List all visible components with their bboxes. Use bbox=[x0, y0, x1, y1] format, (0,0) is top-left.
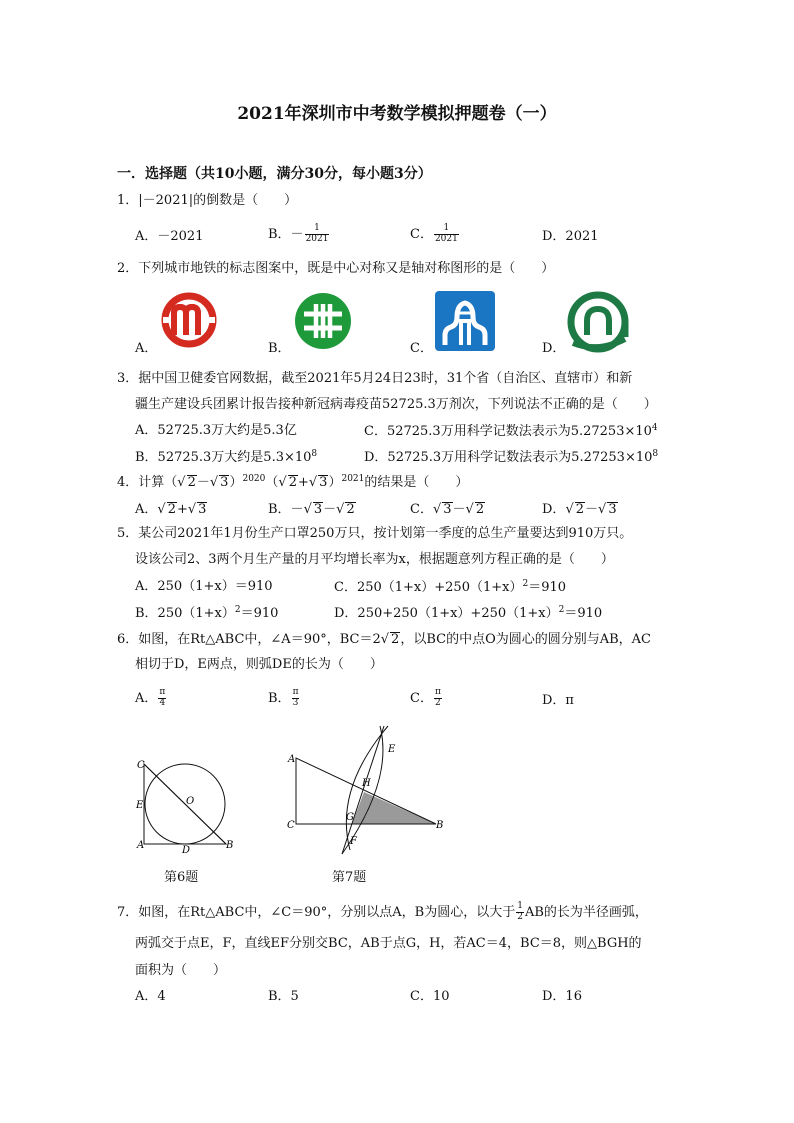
metro-logo-a-svg bbox=[160, 291, 218, 349]
exponent: 2021 bbox=[341, 474, 365, 484]
metro-logo-d-svg bbox=[567, 291, 629, 353]
q5-stem-line1: 5．某公司2021年1月份生产口罩250万只，按计划第一季度的总生产量要达到910万只。 bbox=[117, 526, 633, 541]
q4-option-d: D．√ 2－√ 3 bbox=[542, 502, 617, 517]
q7-stem-line3: 面积为（ ） bbox=[135, 963, 227, 978]
radicand: 3 bbox=[220, 475, 229, 490]
section-heading: 一．选择题（共10小题，满分30分，每小题3分） bbox=[117, 166, 432, 182]
radicand: 2 bbox=[475, 502, 485, 517]
option-tail: ＝910 bbox=[564, 606, 603, 621]
exponent: 8 bbox=[652, 449, 659, 459]
sqrt: √ 2 bbox=[336, 502, 355, 517]
radicand: 2 bbox=[575, 502, 585, 517]
option-label: A． bbox=[135, 502, 158, 517]
q6-option-a bbox=[135, 688, 167, 709]
q5-option-a: A．250（1+x）＝910 bbox=[135, 579, 273, 594]
radicand: 3 bbox=[319, 475, 328, 490]
q6-stem-part: ，以BC的中点O为圆心的圆分别与AB，AC bbox=[400, 632, 652, 647]
q4-option-b: B．－√ 3－√ 2 bbox=[268, 502, 355, 517]
fig6-label-d: D bbox=[182, 845, 191, 854]
sqrt: √ 2 bbox=[177, 475, 196, 490]
fraction-denominator: 3 bbox=[292, 697, 299, 708]
metro-logo-c-svg bbox=[435, 291, 495, 351]
fraction bbox=[158, 688, 166, 709]
q2-option-d: D． bbox=[542, 341, 566, 356]
exponent: 2 bbox=[234, 605, 241, 615]
figure-7-diagram bbox=[284, 720, 444, 860]
option-label: C． bbox=[410, 502, 433, 517]
q1-option-b-label: B．－ bbox=[268, 226, 304, 242]
fraction-denominator: 2021 bbox=[434, 233, 458, 244]
fraction-numerator: π bbox=[434, 687, 441, 697]
q7-option-a: A．4 bbox=[135, 989, 166, 1004]
radicand: 2 bbox=[346, 502, 355, 517]
q5-option-b bbox=[135, 606, 278, 620]
q2-option-a: A． bbox=[135, 341, 158, 356]
q1-option-a: A．－2021 bbox=[135, 229, 204, 244]
q7-stem-part: AB的长为半径画弧， bbox=[524, 904, 648, 920]
option-label: B．－ bbox=[268, 502, 304, 517]
fraction-numerator: π bbox=[159, 687, 166, 697]
q4-option-c: C．√ 3－√ 2 bbox=[410, 502, 485, 517]
option-label: D． bbox=[542, 502, 566, 517]
radicand: 2 bbox=[391, 632, 400, 647]
q6-stem-line1 bbox=[117, 632, 651, 646]
fraction bbox=[516, 902, 524, 923]
sqrt: √ 2 bbox=[157, 502, 176, 517]
q3-option-a: A．52725.3万大约是5.3亿 bbox=[135, 423, 297, 438]
sqrt: √ 3 bbox=[187, 502, 207, 517]
q6-option-d: D．π bbox=[542, 693, 574, 708]
option-label: A． bbox=[135, 690, 158, 706]
q1-stem: 1．|－2021|的倒数是（ ） bbox=[117, 193, 298, 208]
fraction-denominator: 2 bbox=[517, 911, 523, 922]
exponent: 4 bbox=[651, 423, 658, 433]
radicand: 3 bbox=[313, 502, 323, 517]
fig7-label-h: H bbox=[362, 778, 371, 789]
sqrt: √ 3 bbox=[209, 475, 229, 490]
sqrt: √ 2 bbox=[380, 632, 400, 647]
q1-option-c-frac bbox=[434, 224, 459, 245]
q6-option-c bbox=[410, 688, 443, 709]
sqrt: √ 3 bbox=[598, 502, 617, 517]
option-tail: ＝910 bbox=[240, 606, 279, 621]
q7-option-c: C．10 bbox=[410, 989, 450, 1004]
q7-stem-line1 bbox=[117, 902, 648, 923]
figure-6-diagram bbox=[130, 752, 240, 854]
fig6-label-o: O bbox=[186, 796, 195, 807]
q4-post: 的结果是（ ） bbox=[364, 475, 469, 490]
q1-option-b-frac bbox=[305, 224, 330, 245]
radicand: 2 bbox=[167, 502, 176, 517]
q2-option-c: C． bbox=[410, 341, 433, 356]
fraction-denominator: 2021 bbox=[305, 233, 329, 244]
radicand: 3 bbox=[198, 502, 207, 517]
fig7-label-e: E bbox=[388, 744, 396, 755]
q4-option-a: A．√ 2+√ 3 bbox=[135, 502, 207, 517]
fig7-label-a: A bbox=[288, 754, 296, 765]
q1-option-c bbox=[410, 224, 460, 245]
q5-stem-line2: 设该公司2、3两个月生产量的月平均增长率为x，根据题意列方程正确的是（ ） bbox=[135, 552, 614, 567]
page-title: 2021年深圳市中考数学模拟押题卷（一） bbox=[237, 104, 557, 124]
q1-option-d: D．2021 bbox=[542, 229, 599, 244]
figure-6-caption: 第6题 bbox=[164, 870, 199, 885]
q1-option-b bbox=[268, 224, 330, 245]
q7-stem-line2: 两弧交于点E，F，直线EF分别交BC，AB于点G，H，若AC＝4，BC＝8，则△BGH的 bbox=[135, 936, 642, 951]
fig7-label-g: G bbox=[346, 812, 354, 823]
fraction-numerator: 1 bbox=[434, 224, 459, 235]
sqrt: √ 3 bbox=[303, 502, 323, 517]
exponent: 8 bbox=[311, 449, 318, 459]
fig6-label-e: E bbox=[136, 800, 144, 811]
figure-7-caption: 第7题 bbox=[332, 870, 367, 885]
q7-option-b: B．5 bbox=[268, 989, 299, 1004]
fig7-label-f: F bbox=[350, 836, 357, 847]
fraction-denominator: 4 bbox=[159, 697, 166, 708]
option-text: C．250（1+x）+250（1+x） bbox=[334, 580, 523, 595]
q6-stem-line2: 相切于D，E两点，则弧DE的长为（ ） bbox=[135, 657, 383, 672]
sqrt: √ 3 bbox=[432, 502, 452, 517]
q3-option-c bbox=[364, 424, 658, 438]
q6-stem-part: 6．如图，在Rt△ABC中，∠A＝90°，BC＝2 bbox=[117, 632, 381, 647]
fig7-label-c: C bbox=[287, 820, 295, 831]
q7-option-d: D．16 bbox=[542, 989, 582, 1004]
q4-stem: 4．计算（√ 2－√ 3）$^{2020}$（√ 2+√ 3）$^{2021}$的结果是（ ） bbox=[117, 474, 469, 490]
q2-option-b: B． bbox=[268, 341, 291, 356]
q3-stem-line2: 疆生产建设兵团累计报告接种新冠病毒疫苗52725.3万剂次，下列说法不正确的是（ ） bbox=[135, 397, 657, 412]
q5-option-c bbox=[334, 580, 566, 594]
q3-option-b-text: B．52725.3万大约是5.3×10 bbox=[135, 450, 312, 465]
q1-option-c-label: C． bbox=[410, 226, 433, 242]
option-text: D．250+250（1+x）+250（1+x） bbox=[334, 606, 559, 621]
metro-logo-d-icon bbox=[567, 291, 629, 353]
fraction-numerator: 1 bbox=[305, 224, 330, 235]
metro-logo-b-icon bbox=[294, 292, 352, 350]
fraction-numerator: π bbox=[292, 687, 299, 697]
option-label: C． bbox=[410, 690, 433, 706]
fraction bbox=[434, 688, 442, 709]
fig6-label-b: B bbox=[226, 840, 234, 851]
fig6-label-a: A bbox=[137, 840, 145, 851]
q6-option-b bbox=[268, 688, 300, 709]
exponent: 2 bbox=[558, 605, 565, 615]
radicand: 3 bbox=[443, 502, 452, 517]
option-text: B．250（1+x） bbox=[135, 606, 235, 621]
fig7-label-b: B bbox=[436, 820, 444, 831]
q3-stem-line1: 3．据中国卫健委官网数据，截至2021年5月24日23时，31个省（自治区、直辖市）和新 bbox=[117, 371, 633, 386]
exponent: 2 bbox=[522, 579, 529, 589]
exponent: 2020 bbox=[242, 474, 266, 484]
sqrt: √ 2 bbox=[465, 502, 485, 517]
q7-stem-part: 7．如图，在Rt△ABC中，∠C＝90°，分别以点A，B为圆心，以大于 bbox=[117, 904, 516, 920]
q3-option-d-text: D．52725.3万用科学记数法表示为5.27253×10 bbox=[364, 450, 653, 465]
sqrt: √ 2 bbox=[565, 502, 585, 517]
sqrt: √ 3 bbox=[308, 475, 328, 490]
radicand: 3 bbox=[608, 502, 617, 517]
q4-pre: 4．计算（ bbox=[117, 475, 178, 490]
fraction-numerator: 1 bbox=[517, 901, 523, 911]
option-tail: ＝910 bbox=[528, 580, 567, 595]
fig6-label-c: C bbox=[137, 760, 145, 771]
q3-option-d bbox=[364, 450, 658, 464]
metro-logo-a-icon bbox=[160, 291, 218, 349]
metro-logo-c-icon bbox=[435, 291, 495, 351]
fraction-denominator: 2 bbox=[435, 697, 441, 708]
radicand: 2 bbox=[187, 475, 196, 490]
q5-option-d bbox=[334, 606, 602, 620]
q2-stem: 2．下列城市地铁的标志图案中，既是中心对称又是轴对称图形的是（ ） bbox=[117, 261, 555, 276]
q3-option-b bbox=[135, 450, 317, 464]
q3-option-c-text: C．52725.3万用科学记数法表示为5.27253×10 bbox=[364, 424, 652, 439]
option-label: B． bbox=[268, 690, 291, 706]
metro-logo-b-svg bbox=[294, 292, 352, 350]
sqrt: √ 2 bbox=[278, 475, 297, 490]
fraction bbox=[292, 688, 300, 709]
radicand: 2 bbox=[288, 475, 297, 490]
